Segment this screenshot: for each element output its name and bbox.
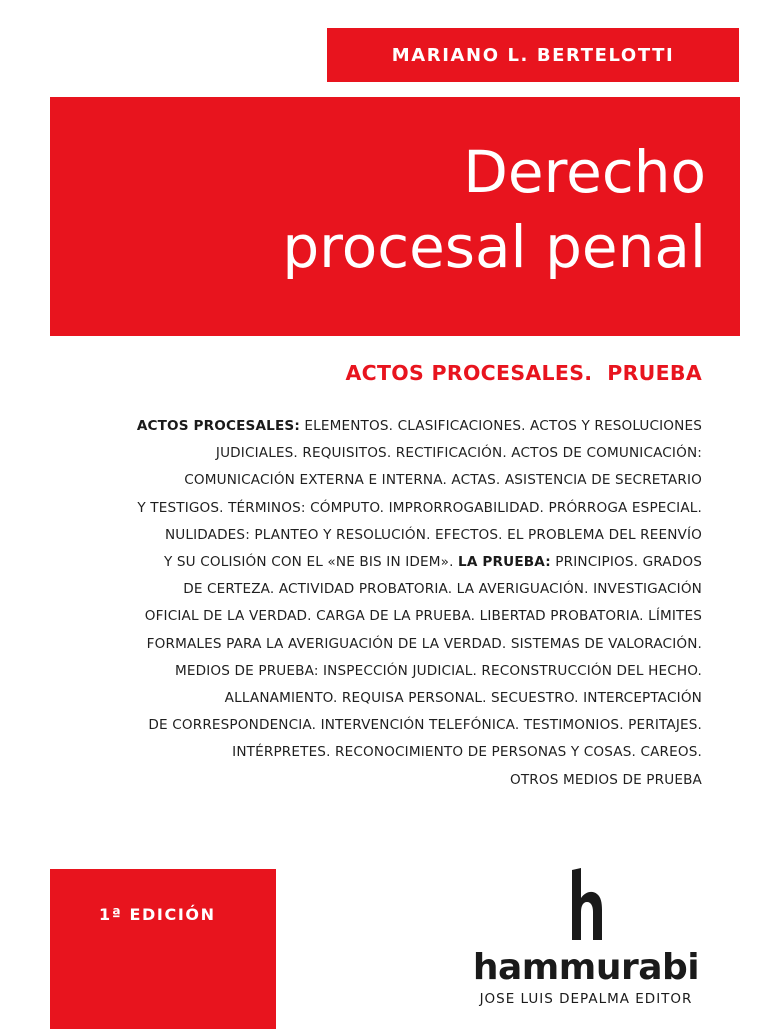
description-text: ELEMENTOS. CLASIFICACIONES. ACTOS Y RESOLUCIONES <box>299 418 702 434</box>
book-title-line-2: procesal penal <box>282 213 706 281</box>
edition-banner <box>50 869 276 1029</box>
book-subtitle: ACTOS PROCESALES. PRUEBA <box>345 361 702 385</box>
publisher-subtitle: JOSE LUIS DEPALMA EDITOR <box>479 991 693 1007</box>
title-banner <box>50 97 740 336</box>
description-line: OFICIAL DE LA VERDAD. CARGA DE LA PRUEBA. LIBERTAD PROBATORIA. LÍMITES <box>144 608 702 625</box>
description-line: INTÉRPRETES. RECONOCIMIENTO DE PERSONAS Y COSAS. CAREOS. <box>232 744 702 761</box>
description-line: DE CERTEZA. ACTIVIDAD PROBATORIA. LA AVERIGUACIÓN. INVESTIGACIÓN <box>183 581 702 598</box>
description-line <box>62 413 702 440</box>
book-title-line-1: Derecho <box>463 138 706 206</box>
description-line: ALLANAMIENTO. REQUISA PERSONAL. SECUESTRO. INTERCEPTACIÓN <box>224 690 702 707</box>
section-heading-prueba: LA PRUEBA: <box>458 554 551 571</box>
author-banner <box>327 28 739 82</box>
description-text: Y SU COLISIÓN CON EL «NE BIS IN IDEM». <box>163 554 459 571</box>
section-heading-actos: ACTOS PROCESALES: <box>136 418 300 434</box>
description-line: NULIDADES: PLANTEO Y RESOLUCIÓN. EFECTOS. EL PROBLEMA DEL REENVÍO <box>164 526 702 543</box>
description-line: MEDIOS DE PRUEBA: INSPECCIÓN JUDICIAL. RECONSTRUCCIÓN DEL HECHO. <box>175 662 702 679</box>
description-text: PRINCIPIOS. GRADOS <box>550 554 702 571</box>
author-name: MARIANO L. BERTELOTTI <box>391 44 675 66</box>
description-line: FORMALES PARA LA AVERIGUACIÓN DE LA VERDAD. SISTEMAS DE VALORACIÓN. <box>146 635 702 652</box>
hammurabi-h-logo-icon <box>568 868 604 940</box>
description-line <box>62 549 702 576</box>
contents-description <box>62 413 702 794</box>
description-line: Y TESTIGOS. TÉRMINOS: CÓMPUTO. IMPRORROGABILIDAD. PRÓRROGA ESPECIAL. <box>137 499 702 516</box>
description-line: DE CORRESPONDENCIA. INTERVENCIÓN TELEFÓNICA. TESTIMONIOS. PERITAJES. <box>148 717 702 734</box>
description-line: COMUNICACIÓN EXTERNA E INTERNA. ACTAS. ASISTENCIA DE SECRETARIO <box>184 472 702 489</box>
edition-label: 1ª EDICIÓN <box>99 905 216 924</box>
publisher-name: hammurabi <box>472 947 700 988</box>
description-line: OTROS MEDIOS DE PRUEBA <box>509 771 702 788</box>
description-line: JUDICIALES. REQUISITOS. RECTIFICACIÓN. ACTOS DE COMUNICACIÓN: <box>215 445 702 462</box>
